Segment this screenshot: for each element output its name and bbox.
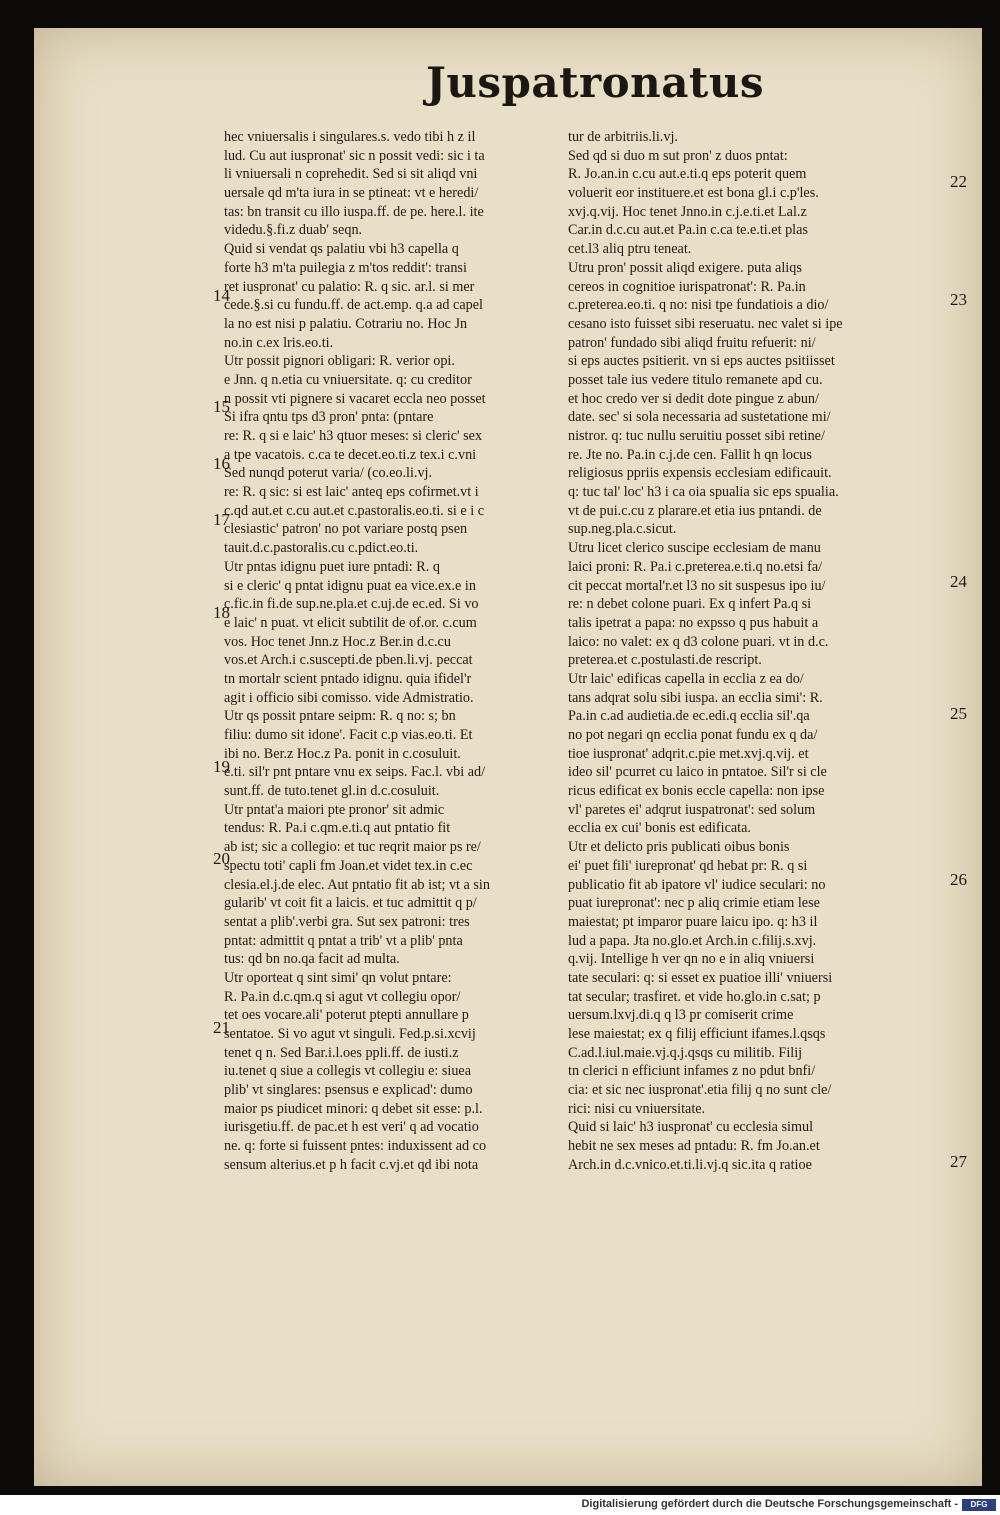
text-line: sunt.ff. de tuto.tenet gl.in d.c.cosuluit.	[224, 783, 440, 800]
text-line: Utr possit pignori obligari: R. verior opi.	[224, 353, 455, 370]
text-line: si eps auctes psitierit. vn si eps auctes psitiisset	[568, 353, 835, 370]
text-line: iurisgetiu.ff. de pac.et h est veri' q ad vocatio	[224, 1119, 479, 1136]
text-line: uersum.lxvj.di.q q l3 pr comiserit crime	[568, 1007, 794, 1024]
dfg-logo: DFG	[962, 1499, 996, 1511]
margin-number: 25	[950, 704, 967, 723]
text-line: puat iurepronat': nec p aliq crimie etiam lese	[568, 895, 820, 912]
text-line: Pa.in c.ad audietia.de ec.edi.q ecclia sil'.qa	[568, 708, 810, 725]
text-line: re. Jte no. Pa.in c.j.de cen. Fallit h qn locus	[568, 446, 812, 463]
text-line: tate seculari: q: si esset ex puatioe illi' vniuersi	[568, 969, 833, 986]
text-line: Utr laic' edificas capella in ecclia z ea do/	[568, 670, 804, 687]
text-line: publicatio fit ab ipatore vl' iudice seculari: no	[568, 876, 826, 893]
text-line: Si ifra qntu tps d3 pron' pnta: (pntare	[224, 409, 434, 426]
text-line: posset tale ius vedere titulo remanete apd cu.	[568, 371, 823, 388]
text-line: clesiastic' patron' no pot variare postq psen	[224, 521, 468, 538]
text-line: sup.neg.pla.c.sicut.	[568, 521, 677, 538]
text-line: Utr oporteat q sint simi' qn volut pntare:	[224, 969, 452, 986]
text-line: laici proni: R. Pa.i c.preterea.e.ti.q no.etsi fa/	[568, 558, 823, 575]
text-line: hec vniuersalis i singulares.s. vedo tibi h z il	[224, 129, 476, 145]
text-line: agit i officio sibi comisso. vide Admistratio.	[224, 689, 474, 706]
text-line: Sed nunqd poterut varia/ (co.eo.li.vj.	[224, 465, 433, 482]
text-column-right	[568, 128, 936, 1175]
text-line: cet.l3 aliq ptru teneat.	[568, 241, 692, 258]
text-line: re: R. q sic: si est laic' anteq eps cofirmet.vt i	[224, 484, 479, 501]
text-line: Quid si laic' h3 iuspronat' cu ecclesia simul	[568, 1119, 814, 1136]
text-line: c.fic.in fi.de sup.ne.pla.et c.uj.de ec.ed. Si vo	[224, 596, 479, 613]
text-line: e laic' n puat. vt elicit subtilit de of.or. c.cum	[224, 614, 477, 631]
text-line: ret iuspronat' cu palatio: R. q sic. ar.l. si mer	[224, 278, 475, 295]
running-head: Juspatronatus	[426, 58, 765, 107]
text-line: tendus: R. Pa.i c.qm.e.ti.q aut pntatio fit	[224, 820, 451, 837]
text-line: R. Pa.in d.c.qm.q si agut vt collegiu opor/	[224, 988, 461, 1005]
text-line: re: n debet colone puari. Ex q infert Pa.q si	[568, 596, 812, 613]
margin-number: 24	[950, 572, 967, 591]
text-line: hebit ne sex meses ad pntadu: R. fm Jo.an.et	[568, 1138, 820, 1155]
text-line: tas: bn transit cu illo iuspa.ff. de pe. here.l. ite	[224, 203, 484, 220]
margin-number: 20	[213, 849, 230, 868]
text-line: Arch.in d.c.vnico.et.ti.li.vj.q sic.ita q ratioe	[568, 1156, 812, 1173]
text-line: Utr pntat'a maiori pte pronor' sit admic	[224, 801, 445, 818]
text-line: iu.tenet q siue a collegis vt collegiu e: siuea	[224, 1063, 472, 1080]
text-line: ecclia ex cui' bonis est edificata.	[568, 820, 751, 837]
text-line: q.vij. Intellige h ver qn no e in aliq vniuersi	[568, 951, 815, 968]
text-line: lud. Cu aut iuspronat' sic n possit vedi: sic i ta	[224, 147, 485, 164]
text-line: tans adqrat solu sibi iuspa. an ecclia simi': R.	[568, 689, 823, 706]
text-line: c.qd aut.et c.cu aut.et c.pastoralis.eo.ti. si e i c	[224, 502, 485, 519]
text-line: R. Jo.an.in c.cu aut.e.ti.q eps poterit quem	[568, 166, 807, 183]
text-line: talis ipetrat a papa: no expsso q pus habuit a	[568, 614, 819, 631]
text-line: patron' fundado sibi aliqd fruitu refuerit: ni/	[568, 334, 816, 351]
text-line: maiestat; pt imparor puare laicu ipo. q: h3 il	[568, 913, 818, 930]
text-line: c.preterea.eo.ti. q no: nisi tpe fundatiois a dio/	[568, 297, 829, 314]
text-line: maior ps piudicet minori: q debet sit esse: p.l.	[224, 1100, 483, 1117]
text-line: Car.in d.c.cu aut.et Pa.in c.ca te.e.ti.et plas	[568, 222, 808, 239]
text-line: cereos in cognitioe iurispatronat': R. Pa.in	[568, 278, 806, 295]
margin-number: 16	[213, 454, 230, 473]
footer-bar	[0, 1496, 1000, 1515]
text-line: vos.et Arch.i c.suscepti.de pben.li.vj. peccat	[224, 652, 473, 669]
text-line: q: tuc tal' loc' h3 i ca oia spualia sic eps spualia.	[568, 484, 839, 501]
text-line: spectu toti' capli fm Joan.et videt tex.in c.ec	[224, 857, 473, 874]
text-line: forte h3 m'ta puilegia z m'tos reddit': transi	[224, 259, 467, 276]
text-line: tauit.d.c.pastoralis.cu c.pdict.eo.ti.	[224, 540, 419, 557]
margin-number: 14	[213, 286, 230, 305]
text-line: plib' vt singlares: psensus e explicad': dumo	[224, 1082, 473, 1099]
text-line: e Jnn. q n.etia cu vniuersitate. q: cu creditor	[224, 371, 472, 388]
text-line: ideo sil' pcurret cu laico in pntatoe. Sil'r si cle	[568, 764, 827, 781]
margin-number: 26	[950, 870, 967, 889]
text-line: Quid si vendat qs palatiu vbi h3 capella q	[224, 241, 459, 258]
text-line: tet oes vocare.ali' poterut ptepti annullare p	[224, 1007, 469, 1024]
text-line: no.in c.ex lris.eo.ti.	[224, 334, 334, 351]
text-line: tn clerici n efficiunt infames z no pdut bnfi/	[568, 1063, 816, 1080]
text-line: sentatoe. Si vo agut vt singuli. Fed.p.si.xcvij	[224, 1026, 476, 1042]
margin-number: 22	[950, 172, 967, 191]
text-line: ibi no. Ber.z Hoc.z Pa. ponit in c.cosuluit.	[224, 745, 461, 762]
text-line: no pot negari qn ecclia ponat fundu ex q da/	[568, 727, 818, 743]
text-line: C.ad.l.iul.maie.vj.q.j.qsqs cu militib. Filij	[568, 1044, 803, 1061]
text-line: a tpe vacatois. c.ca te decet.eo.ti.z tex.i c.vni	[224, 446, 477, 463]
text-line: tioe iuspronat' adqrit.c.pie met.xvj.q.vij. et	[568, 745, 809, 762]
text-line: n possit vti pignere si vacaret eccla neo posset	[224, 390, 486, 407]
text-line: cesano isto fuisset sibi reseruatu. nec valet si ipe	[568, 315, 843, 332]
text-line: pntat: admittit q pntat a trib' vt a plib' pnta	[224, 932, 463, 949]
text-line: ab ist; sic a collegio: et tuc reqrit maior ps re/	[224, 839, 481, 856]
text-line: ne. q: forte si fuissent pntes: induxissent ad co	[224, 1138, 487, 1155]
margin-number: 27	[950, 1152, 967, 1171]
text-line: tur de arbitriis.li.vj.	[568, 129, 678, 145]
text-line: li vniuersali n coprehedit. Sed si sit aliqd vni	[224, 166, 478, 183]
margin-number: 17	[213, 510, 230, 529]
text-line: uersale qd m'ta iura in se ptineat: vt e heredi/	[224, 185, 479, 202]
text-line: clesia.el.j.de elec. Aut pntatio fit ab ist; vt a sin	[224, 876, 490, 893]
text-line: vos. Hoc tenet Jnn.z Hoc.z Ber.in d.c.cu	[224, 633, 451, 650]
text-line: cit peccat mortal'r.et l3 no sit suspesus ipo iu/	[568, 577, 826, 594]
text-line: Utru pron' possit aliqd exigere. puta aliqs	[568, 259, 802, 276]
text-line: religiosus ppriis expensis ecclesiam edificauit.	[568, 465, 832, 482]
text-line: lud a papa. Jta no.glo.et Arch.in c.filij.s.xvj.	[568, 932, 817, 949]
text-line: la no est nisi p palatiu. Cotrariu no. Hoc Jn	[224, 315, 468, 332]
text-line: rici: nisi cu vniuersitate.	[568, 1100, 706, 1117]
text-line: preterea.et c.postulasti.de rescript.	[568, 652, 762, 669]
text-line: laico: no valet: ex q d3 colone puari. vt in d.c.	[568, 633, 829, 650]
text-line: lese maiestat; ex q filij efficiunt ifames.l.qsqs	[568, 1026, 826, 1042]
text-line: videdu.§.fi.z duab' seqn.	[224, 222, 363, 239]
text-line: ei' puet fili' iurepronat' qd hebat pr: R. q si	[568, 857, 808, 874]
text-column-left	[224, 128, 576, 1175]
text-line: gularib' vt coit fit a laicis. et tuc admittit q p/	[224, 895, 477, 912]
text-line: sensum alterius.et p h facit c.vj.et qd ibi nota	[224, 1156, 479, 1173]
text-line: tn mortalr scient pntado idignu. quia ifidel'r	[224, 670, 472, 687]
margin-number: 23	[950, 290, 967, 309]
text-line: e.ti. sil'r pnt pntare vnu ex seips. Fac.l. vbi ad/	[224, 764, 486, 781]
margin-number: 15	[213, 397, 230, 416]
text-line: sentat a plib'.verbi gra. Sut sex patroni: tres	[224, 913, 470, 930]
text-line: Utr et delicto pris publicati oibus bonis	[568, 839, 790, 856]
text-line: cia: et sic nec iuspronat'.etia filij q no sunt cle/	[568, 1082, 832, 1099]
text-line: vt de pui.c.cu z plarare.et etia ius pntandi. de	[568, 502, 822, 519]
text-line: re: R. q si e laic' h3 qtuor meses: si cleric' sex	[224, 428, 483, 444]
text-line: tenet q n. Sed Bar.i.l.oes ppli.ff. de iusti.z	[224, 1044, 459, 1061]
text-line: Utr qs possit pntare seipm: R. q no: s; bn	[224, 708, 456, 725]
text-line: nistror. q: tuc nullu seruitiu posset sibi retine/	[568, 428, 825, 444]
margin-number: 18	[213, 603, 230, 622]
text-line: Sed qd si duo m sut pron' z duos pntat:	[568, 147, 788, 164]
margin-number: 19	[213, 757, 230, 776]
text-line: Utr pntas idignu puet iure pntadi: R. q	[224, 558, 440, 575]
text-line: cede.§.si cu fundu.ff. de act.emp. q.a ad capel	[224, 297, 483, 314]
text-line: tus: qd bn no.qa facit ad multa.	[224, 951, 400, 968]
text-line: Utru licet clerico suscipe ecclesiam de manu	[568, 540, 821, 557]
text-line: si e cleric' q pntat idignu puat ea vice.ex.e in	[224, 577, 476, 594]
funding-notice: Digitalisierung gefördert durch die Deutsche Forschungsgemeinschaft -	[581, 1498, 958, 1510]
text-line: xvj.q.vij. Hoc tenet Jnno.in c.j.e.ti.et Lal.z	[568, 203, 807, 220]
margin-number: 21	[213, 1018, 230, 1037]
text-line: date. sec' si sola necessaria ad sustetatione mi/	[568, 409, 831, 426]
text-line: et hoc credo ver si dedit dote pingue z abun/	[568, 390, 819, 407]
text-line: vl' paretes ei' adqrut iuspatronat': sed solum	[568, 801, 816, 818]
text-line: ricus edificat ex bonis eccle capella: non ipse	[568, 783, 825, 800]
text-line: voluerit eor instituere.et est bona gl.i c.p'les.	[568, 185, 819, 202]
text-line: filiu: dumo sit idone'. Facit c.p vias.eo.ti. Et	[224, 727, 473, 743]
text-line: tat secular; trasfiret. et vide ho.glo.in c.sat; p	[568, 988, 821, 1005]
